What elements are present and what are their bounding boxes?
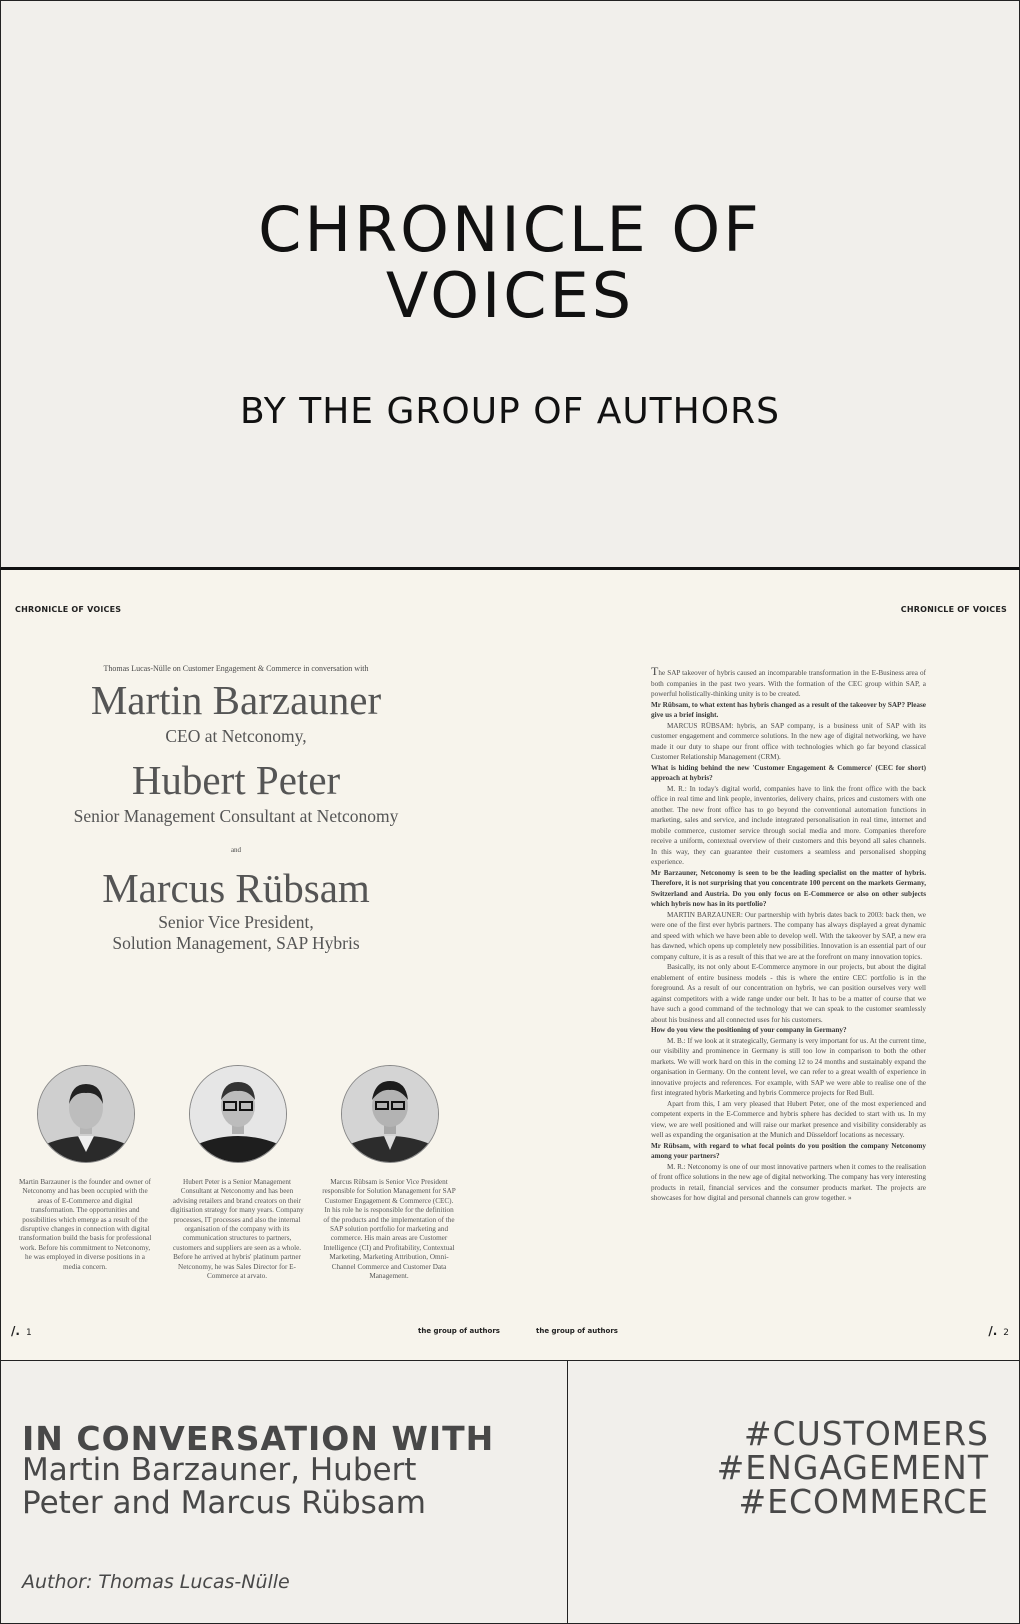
article-column [651, 666, 926, 1204]
conversation-names: Martin Barzauner, Hubert Peter and Marcus Rübsam [22, 1452, 426, 1521]
bio-hubert-peter: Hubert Peter is a Senior Management Consultant at Netconomy and has been advising retailers and brand creators on their digitisation strategy for many years. Company processes, IT processes and also the internal organisation of the company with its communication structures to partners, customers and suppliers are seen as a whole. Before he arrived at hybris' platinum partner Netconomy, he was Sales Director for E-Commerce at arvato. [170, 1178, 304, 1281]
bio-marcus-ruebsam: Marcus Rübsam is Senior Vice President responsible for Solution Management for SAP Customer Engagement & Commerce (CEC). In his role he is responsible for the definition of the products and the implementation of the SAP solution portfolio for marketing and commerce. His main areas are Customer Intelligence (CI) and Profitability, Contextual Marketing, Marketing Attribution, Omni-Channel Commerce and Customer Data Management. [322, 1178, 456, 1281]
question-2: What is hiding behind the new 'Customer Engagement & Commerce' (CEC for short) approach at hybris? [651, 763, 926, 782]
answer-2: M. R.: In today's digital world, companies have to link the front office with the back office in real time and link people, inventories, delivery chains, prices and customers with one another. The new front office has to go beyond the conventional automation functions in marketing, sales and service, and include integrated personalisation in real time, internet and mobile commerce, customer service through social media and more. Companies therefore receive a uniform, contextual overview of their customers and this beyond all sales channels. In this way, they can guarantee their customers a seamless and personalised shopping experience. [651, 784, 926, 866]
person-role-3-line2: Solution Management, SAP Hybris [112, 933, 360, 953]
person-role-1: CEO at Netconomy, [165, 726, 307, 746]
running-head-left: CHRONICLE OF VOICES [15, 605, 122, 614]
avatar-marcus-ruebsam [341, 1065, 439, 1163]
hashtag-ecommerce: #ECOMMERCE [738, 1482, 989, 1521]
cover-title-line2: VOICES [385, 259, 635, 332]
magazine-spread [0, 570, 1020, 1360]
hashtag-list [716, 1414, 989, 1521]
question-4: How do you view the positioning of your company in Germany? [651, 1026, 847, 1034]
hashtag-customers: #CUSTOMERS [743, 1414, 989, 1453]
person-role-2: Senior Management Consultant at Netconomy [73, 806, 399, 826]
page-number-right [988, 1324, 1009, 1338]
question-5: Mr Rübsam, with regard to what focal points do you position the company Netconomy among your partners? [651, 1141, 926, 1160]
cover-subtitle: BY THE GROUP OF AUTHORS [240, 391, 780, 432]
answer-4: M. B.: If we look at it strategically, Germany is very important for us. At the current time, our visibility and prominence in Germany is still too low in comparison to both the other markets. We will work hard on this in the coming 12 to 24 months and sustainably expand the organisation in Germany. On the content level, we can refer to a great wealth of experience in innovative projects and references. For example, with SAP we were able to realise one of the first integrated hybris Marketing and hybris Commerce projects for Red Bull. [651, 1036, 926, 1097]
and-separator: and [230, 846, 242, 854]
hashtags-panel [567, 1360, 1020, 1624]
answer-3b: Basically, its not only about E-Commerce anymore in our projects, but about the digital enablement of entire business models - this is where the entire CEC portfolio is in the foreground. As a result of our concentration on hybris, we can position ourselves very well against competitors with a wide range under our belt. It has to be a matter of course that we have such a good command of the technology that we can speak to the customer seamlessly about his business and all connected uses for his customers. [651, 963, 926, 1024]
footer-right: the group of authors [536, 1327, 618, 1335]
answer-4b: Apart from this, I am very pleased that Hubert Peter, one of the most experienced and competent experts in the E-Commerce and hybris sphere has decided to start with us. In my view, we are well positioned and will raise our market presence and visibility considerably as well as expanding the organisation at the Munich and Düsseldorf locations as necessary. [651, 1099, 926, 1139]
person-name-3: Marcus Rübsam [102, 865, 370, 911]
bio-martin-barzauner: Martin Barzauner is the founder and owner of Netconomy and has been occupied with the areas of E-Commerce and digital transformation. The opportunities and possibilities which emerge as a result of the disruptive changes in connection with digital transformation build the basis for professional work. Before his commitment to Netconomy, he was employed in diverse positions in a media concern. [18, 1178, 152, 1271]
cover-title [1, 193, 1019, 332]
answer-5: M. R.: Netconomy is one of our most innovative partners when it comes to the realisation of front office solutions in the new age of digital networking. The company has very interesting products in retail, financial services and the consumer products market. The projects are showcases for how digital and personal channels can grow together. » [651, 1162, 926, 1202]
avatar-martin-barzauner [37, 1065, 135, 1163]
person-name-2: Hubert Peter [131, 757, 341, 803]
running-head-right: CHRONICLE OF VOICES [900, 605, 1007, 614]
page-number-left-value: 1 [25, 1328, 32, 1338]
hashtag-engagement: #ENGAGEMENT [716, 1448, 989, 1487]
page-number-left [11, 1324, 32, 1338]
article-intro [651, 666, 926, 700]
slash-logo-left: /. [11, 1324, 20, 1338]
avatar-hubert-peter [189, 1065, 287, 1163]
cover-panel [0, 0, 1020, 570]
answer-3: MARTIN BARZAUNER: Our partnership with hybris dates back to 2003: back then, we were one of the first ever hybris partners. The company has always displayed a great dynamic and speed with which we have been able to develop well. With the takeover by SAP, a new era has dawned, which opens up completely new possibilities. Innovation is an essential part of our company culture, it is as a result of this that we are at the forefront on many innovation topics. [651, 910, 926, 961]
question-1: Mr Rübsam, to what extent has hybris changed as a result of the takeover by SAP? Please give us a brief insight. [651, 700, 926, 719]
person-role-3-line1: Senior Vice President, [158, 912, 314, 932]
page-number-right-value: 2 [1003, 1328, 1009, 1338]
conversation-panel [0, 1360, 568, 1624]
article-intro-text: he SAP takeover of hybris caused an incomparable transformation in the E-Business area of both companies in the past two years. With the formation of the CEC group within SAP, a powerful holistically-thinking unity is to be created. [651, 669, 926, 698]
cover-title-line1: CHRONICLE OF [258, 193, 762, 266]
slash-logo-right: /. [988, 1324, 998, 1338]
drop-letter: T [651, 664, 659, 678]
conversation-heading: IN CONVERSATION WITH [22, 1419, 495, 1458]
question-3: Mr Barzauner, Netconomy is seen to be the leading specialist on the matter of hybris. Therefore, it is not surprising that you concentrate 100 percent on the markets Germany, Switzerland and Austria. Do you only focus on E-Commerce or also on other subjects which hybris now has in its portfolio? [651, 868, 926, 908]
person-name-1: Martin Barzauner [90, 677, 382, 723]
author-credit: Author: Thomas Lucas-Nülle [22, 1571, 290, 1593]
intro-line: Thomas Lucas-Nülle on Customer Engagement & Commerce in conversation with [103, 664, 369, 673]
footer-left: the group of authors [418, 1327, 500, 1335]
answer-1: MARCUS RÜBSAM: hybris, an SAP company, is a business unit of SAP with its customer engagement and commerce solutions. In the new age of digital networking, we have made it our duty to shape our front office with technologies which go far beyond classical Customer Relationship Management (CRM). [651, 721, 926, 761]
